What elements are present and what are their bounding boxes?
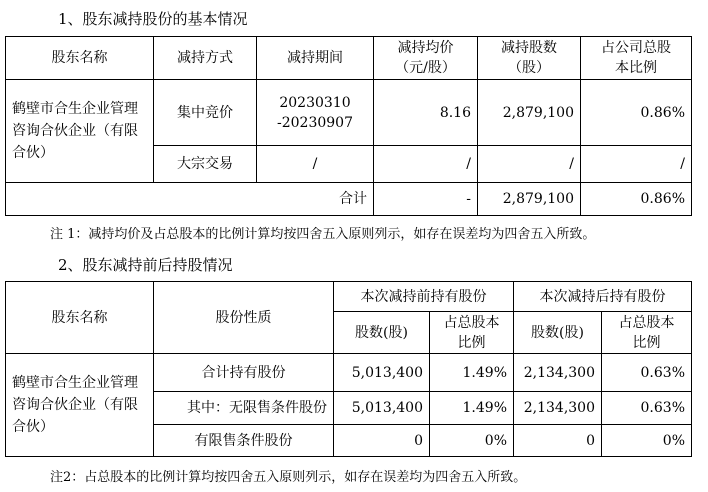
header-method: 减持方式 — [154, 37, 257, 80]
before-ratio-cell: 1.49% — [430, 354, 514, 392]
before-shares-cell: 5,013,400 — [334, 392, 430, 425]
total-label: 合计 — [6, 183, 374, 216]
shares-cell: / — [478, 146, 581, 183]
ratio-cell: 0.86% — [581, 80, 692, 146]
note-2: 注2：占总股本的比例计算均按四舍五入原则列示，如存在误差均为四舍五入所致。 — [50, 470, 527, 485]
header-period: 减持期间 — [257, 37, 374, 80]
header-after-ratio: 占总股本 比例 — [602, 312, 692, 354]
shareholder-name: 鹤壁市合生企业管理咨询合伙企业（有限合伙） — [6, 354, 154, 457]
reduction-table — [5, 36, 692, 216]
method-cell: 集中竞价 — [154, 80, 257, 146]
note-1: 注 1：减持均价及占总股本的比例计算均按四舍五入原则列示，如存在误差均为四舍五入所致。 — [50, 227, 596, 242]
after-ratio-cell: 0.63% — [602, 354, 692, 392]
total-row — [6, 183, 692, 216]
nature-cell: 有限售条件股份 — [154, 425, 334, 457]
nature-cell: 其中：无限售条件股份 — [154, 392, 334, 425]
section2-heading: 2、股东减持前后持股情况 — [58, 256, 233, 274]
before-ratio-cell: 1.49% — [430, 392, 514, 425]
header-before-ratio: 占总股本 比例 — [430, 312, 514, 354]
header-avg-price: 减持均价 （元/股） — [374, 37, 478, 80]
holdings-header-row — [6, 282, 692, 312]
holdings-table — [5, 281, 692, 457]
header-shares: 减持股数 （股） — [478, 37, 581, 80]
after-shares-cell: 0 — [514, 425, 602, 457]
after-ratio-cell: 0.63% — [602, 392, 692, 425]
header-share-nature: 股份性质 — [154, 282, 334, 354]
table-row — [6, 354, 692, 392]
after-ratio-cell: 0% — [602, 425, 692, 457]
price-cell: / — [374, 146, 478, 183]
total-shares: 2,879,100 — [478, 183, 581, 216]
after-shares-cell: 2,134,300 — [514, 354, 602, 392]
table-row — [6, 80, 692, 146]
ratio-cell: / — [581, 146, 692, 183]
period-cell: / — [257, 146, 374, 183]
header-before-shares: 股数(股) — [334, 312, 430, 354]
header-after: 本次减持后持有股份 — [514, 282, 692, 312]
total-price: - — [374, 183, 478, 216]
total-ratio: 0.86% — [581, 183, 692, 216]
header-after-shares: 股数(股) — [514, 312, 602, 354]
before-shares-cell: 5,013,400 — [334, 354, 430, 392]
before-ratio-cell: 0% — [430, 425, 514, 457]
shares-cell: 2,879,100 — [478, 80, 581, 146]
header-shareholder: 股东名称 — [6, 37, 154, 80]
header-ratio: 占公司总股 本比例 — [581, 37, 692, 80]
method-cell: 大宗交易 — [154, 146, 257, 183]
after-shares-cell: 2,134,300 — [514, 392, 602, 425]
section1-heading: 1、股东减持股份的基本情况 — [58, 10, 248, 28]
shareholder-name: 鹤壁市合生企业管理咨询合伙企业（有限合伙） — [6, 80, 154, 183]
reduction-header-row — [6, 37, 692, 80]
period-cell: 20230310 -20230907 — [257, 80, 374, 146]
header-before: 本次减持前持有股份 — [334, 282, 514, 312]
header-shareholder: 股东名称 — [6, 282, 154, 354]
nature-cell: 合计持有股份 — [154, 354, 334, 392]
price-cell: 8.16 — [374, 80, 478, 146]
before-shares-cell: 0 — [334, 425, 430, 457]
